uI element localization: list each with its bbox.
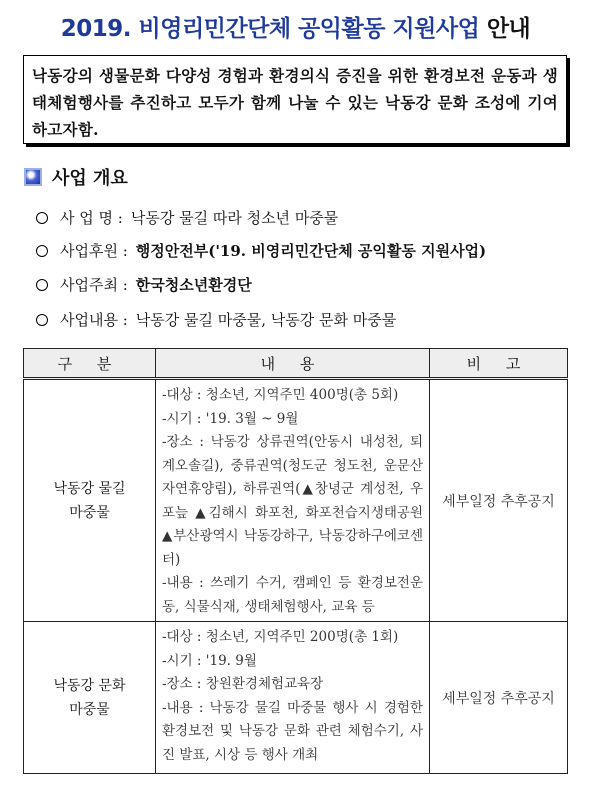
table-row [24, 379, 568, 622]
page-title [0, 10, 591, 43]
overview-value: 한국청소년환경단 [135, 276, 252, 294]
row-category [24, 379, 156, 622]
overview-colon: : [117, 241, 128, 260]
header-category: 구 분 [24, 349, 156, 379]
category-line: 낙동강 물길 [53, 480, 126, 497]
overview-colon: : [117, 275, 128, 294]
category-line: 낙동강 문화 [53, 677, 126, 694]
content-line: -내용 : 쓰레기 수거, 캠페인 등 환경보전운동, 식물식재, 생태체험행사, 교육 등 [162, 575, 423, 615]
content-line: -대상 : 청소년, 지역주민 400명(총 5회) [162, 387, 399, 403]
section-title: 사업 개요 [52, 168, 128, 189]
title-main: 2019. 비영리민간단체 공익활동 지원사업 [60, 16, 480, 42]
table-header-row [24, 349, 568, 379]
header-content: 내 용 [156, 349, 430, 379]
header-note: 비 고 [430, 349, 568, 379]
intro-box: 낙동강의 생물문화 다양성 경험과 환경의식 증진을 위한 환경보전 운동과 생태체험행사를 추진하고 모두가 함께 나눌 수 있는 낙동강 문화 조성에 기여하고자함. [23, 55, 567, 144]
content-line: -대상 : 청소년, 지역주민 200명(총 1회) [162, 629, 399, 645]
overview-label: 사 업 명 [60, 209, 114, 227]
circle-bullet-icon [36, 279, 48, 291]
content-line: -시기 : '19. 9월 [162, 652, 257, 669]
overview-value: 낙동강 물길 따라 청소년 마중물 [130, 209, 339, 227]
circle-bullet-icon [36, 314, 48, 326]
overview-item-host [36, 274, 252, 295]
overview-item-name [36, 207, 338, 228]
overview-item-sponsor [36, 240, 486, 261]
overview-colon: : [117, 310, 128, 329]
section-header [24, 164, 128, 190]
row-content [156, 379, 430, 622]
content-line: -시기 : '19. 3월 ~ 9월 [162, 410, 299, 427]
circle-bullet-icon [36, 245, 48, 257]
category-line: 마중물 [69, 504, 110, 521]
circle-bullet-icon [36, 212, 48, 224]
overview-value: 낙동강 물길 마중물, 낙동강 문화 마중물 [135, 311, 397, 329]
row-note: 세부일정 추후공지 [430, 379, 568, 622]
square-bullet-icon [24, 168, 42, 186]
title-suffix: 안내 [486, 16, 531, 42]
content-line: -내용 : 낙동강 물길 마중물 행사 시 경험한 환경보전 및 낙동강 문화 관련 체험수기, 사진 발표, 시상 등 행사 개최 [162, 699, 423, 763]
category-line: 마중물 [69, 701, 110, 718]
program-table [23, 348, 568, 774]
row-note: 세부일정 추후공지 [430, 622, 568, 774]
overview-label: 사업주최 [60, 276, 118, 294]
content-line: -장소 : 창원환경체험교육장 [162, 676, 324, 692]
overview-label: 사업후원 [60, 242, 118, 260]
row-content [156, 622, 430, 774]
overview-item-content [36, 309, 396, 330]
overview-label: 사업내용 [60, 311, 118, 329]
content-line: -장소 : 낙동강 상류권역(안동시 내성천, 퇴계오솔길), 중류권역(청도군 청도천, 운문산자연휴양림), 하류권역(▲창녕군 계성천, 우포늪 ▲김해시 화포천, 화포천습지생태공원 ▲부산광역시 낙동강하구, 낙동강하구에코센터) [162, 434, 423, 568]
overview-value: 행정안전부('19. 비영리민간단체 공익활동 지원사업) [135, 242, 487, 260]
row-category [24, 622, 156, 774]
table-row [24, 622, 568, 774]
overview-colon: : [113, 208, 123, 227]
